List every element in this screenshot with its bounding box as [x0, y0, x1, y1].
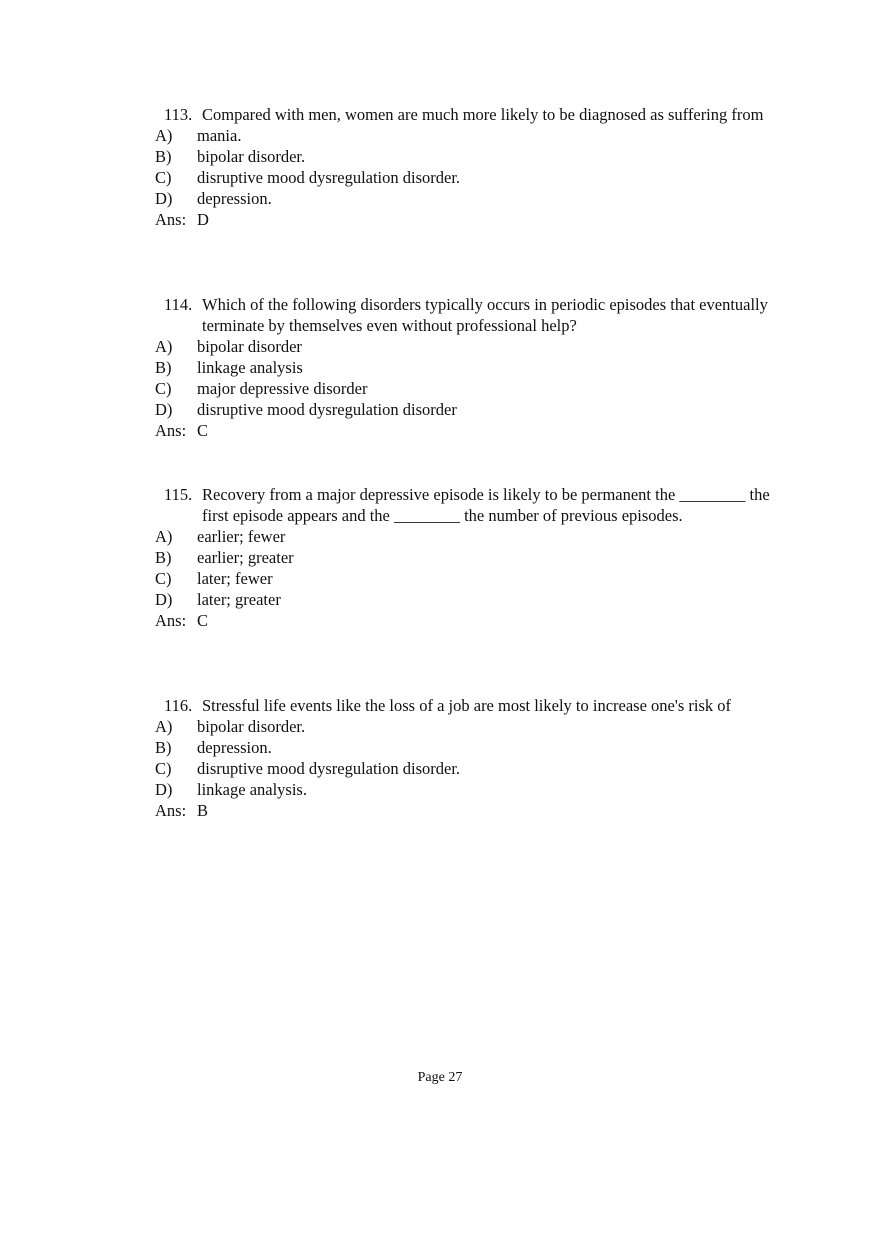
answer-label: Ans:	[155, 210, 187, 229]
answer-value: C	[197, 611, 209, 630]
option-letter: B)	[155, 548, 172, 567]
option-b	[155, 146, 775, 167]
option-letter: A)	[155, 126, 173, 145]
option-text: linkage analysis.	[197, 780, 307, 799]
question-text: Recovery from a major depressive episode is likely to be permanent the ________ the first episode appears and the ________ the number of previous episodes.	[202, 485, 770, 525]
question-116	[155, 695, 775, 821]
answer-label: Ans:	[155, 421, 187, 440]
option-letter: D)	[155, 189, 173, 208]
option-c	[155, 167, 775, 188]
page-number: Page 27	[417, 1070, 463, 1085]
option-text: bipolar disorder.	[197, 717, 306, 736]
option-text: bipolar disorder.	[197, 147, 306, 166]
question-stem	[155, 294, 775, 336]
option-b	[155, 737, 775, 758]
option-letter: A)	[155, 717, 173, 736]
option-text: depression.	[197, 189, 272, 208]
question-text: Which of the following disorders typically occurs in periodic episodes that eventually terminate by themselves even without professional help?	[202, 295, 768, 335]
option-d	[155, 188, 775, 209]
option-text: major depressive disorder	[197, 379, 368, 398]
option-text: later; greater	[197, 590, 281, 609]
option-b	[155, 357, 775, 378]
answer-label: Ans:	[155, 801, 187, 820]
answer-value: C	[197, 421, 209, 440]
option-letter: D)	[155, 780, 173, 799]
question-text: Stressful life events like the loss of a job are most likely to increase one's risk of	[202, 696, 732, 715]
option-letter: B)	[155, 147, 172, 166]
option-letter: A)	[155, 527, 173, 546]
option-letter: D)	[155, 590, 173, 609]
answer-line	[155, 610, 775, 631]
question-number: 116.	[164, 696, 193, 715]
option-letter: C)	[155, 569, 172, 588]
option-letter: C)	[155, 759, 172, 778]
option-text: earlier; greater	[197, 548, 294, 567]
answer-value: B	[197, 801, 209, 820]
option-letter: B)	[155, 358, 172, 377]
option-letter: D)	[155, 400, 173, 419]
option-d	[155, 399, 775, 420]
option-text: mania.	[197, 126, 242, 145]
option-b	[155, 547, 775, 568]
answer-line	[155, 209, 775, 230]
option-c	[155, 378, 775, 399]
question-115	[155, 484, 775, 631]
option-letter: B)	[155, 738, 172, 757]
question-number: 113.	[164, 105, 193, 124]
option-a	[155, 125, 775, 146]
option-d	[155, 779, 775, 800]
option-d	[155, 589, 775, 610]
answer-label: Ans:	[155, 611, 187, 630]
question-number: 115.	[164, 485, 193, 504]
option-text: depression.	[197, 738, 272, 757]
option-text: linkage analysis	[197, 358, 303, 377]
question-stem	[155, 484, 775, 526]
option-text: earlier; fewer	[197, 527, 286, 546]
option-c	[155, 568, 775, 589]
option-a	[155, 336, 775, 357]
answer-line	[155, 420, 775, 441]
option-text: later; fewer	[197, 569, 273, 588]
option-a	[155, 716, 775, 737]
option-a	[155, 526, 775, 547]
answer-value: D	[197, 210, 209, 229]
question-113	[155, 104, 775, 230]
option-letter: A)	[155, 337, 173, 356]
question-114	[155, 294, 775, 441]
option-text: bipolar disorder	[197, 337, 302, 356]
option-letter: C)	[155, 168, 172, 187]
question-stem	[155, 695, 775, 716]
question-number: 114.	[164, 295, 193, 314]
option-text: disruptive mood dysregulation disorder.	[197, 168, 461, 187]
question-stem	[155, 104, 775, 125]
answer-line	[155, 800, 775, 821]
option-letter: C)	[155, 379, 172, 398]
option-c	[155, 758, 775, 779]
option-text: disruptive mood dysregulation disorder.	[197, 759, 461, 778]
question-text: Compared with men, women are much more likely to be diagnosed as suffering from	[202, 105, 764, 124]
option-text: disruptive mood dysregulation disorder	[197, 400, 457, 419]
